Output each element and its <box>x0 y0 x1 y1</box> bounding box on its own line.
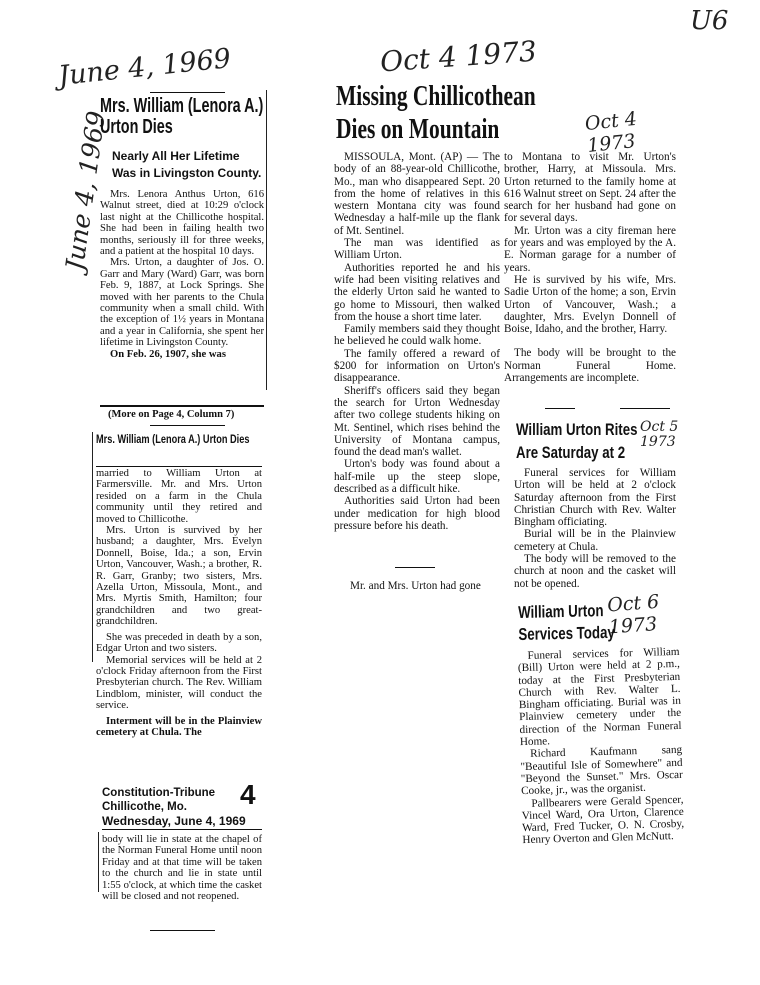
paragraph: Richard Kaufmann sang "Beautiful Isle of Somewhere" and "Beyond the Sunset." Mrs. Oscar Cooke, jr., was the organist. <box>520 744 683 798</box>
missing-article-col1-end: Mr. and Mrs. Urton had gone <box>350 580 481 592</box>
paragraph: The man was identified as William Urton. <box>334 237 500 262</box>
paragraph: Sheriff's officers said they began the search for Urton Wednesday after two college students hiking on Mt. Sentinel, which rises behind the University of Montana campus, found the dead man's wallet. <box>334 384 500 459</box>
paragraph: Family members said they thought he believed he could walk home. <box>334 323 500 348</box>
paragraph: Authorities reported he and his wife had been visiting relatives and the elderly Urton said he wanted to go home to Missouri, then walked from the house a short time later. <box>334 261 500 323</box>
paragraph: On Feb. 26, 1907, she was <box>110 348 226 360</box>
obituary-headline: Mrs. William (Lenora A.) Urton Dies <box>100 95 264 138</box>
page-number: 4 <box>240 779 256 810</box>
paragraph: Mr. Urton was a city fireman here for years and was employed by the A. E. Norman garage for a number of years. <box>504 224 676 274</box>
paragraph: Funeral services for William Urton will be held at 2 o'clock Saturday afternoon from the First Christian Church with Rev. Walter Bingham officiating. <box>514 467 676 529</box>
masthead-date: Wednesday, June 4, 1969 <box>102 814 246 828</box>
paragraph: Funeral services for William (Bill) Urton were held at 2 p.m., today at the First Presbyterian Church with Rev. Walter L. Bingham officiating. Burial was in Plainview cemetery under the direction of the Norman Funeral Home. <box>517 645 682 749</box>
obituary-body <box>100 189 264 360</box>
paragraph: She was preceded in death by a son, Edgar Urton and two sisters. <box>96 631 262 655</box>
paragraph: He is survived by his wife, Mrs. Sadie Urton of the home; a son, Ervin Urton of Vancouver, Wash.; a daughter, Mrs. Evelyn Donnell of Boise, Idaho, and the brother, Harry. <box>504 273 676 336</box>
obituary-subhead: Nearly All Her Lifetime Was in Livingston County. <box>112 149 262 180</box>
jump-body <box>96 468 262 738</box>
masthead-city: Chillicothe, Mo. <box>102 801 187 813</box>
handwritten-date-services: Oct 6 1973 <box>606 590 660 639</box>
paragraph: The family offered a reward of $200 for information on Urton's disappearance. <box>334 347 500 385</box>
handwritten-date-rites: Oct 5 1973 <box>640 419 679 450</box>
missing-article-headline: Missing Chillicothean Dies on Mountain <box>336 80 536 145</box>
paragraph: Mrs. Urton is survived by her husband; a daughter, Mrs. Evelyn Donnell, Boise, Ida.; a son, Ervin Urton, Vancouver, Wash.; a brother, R. R. Garr, Granby; two sisters, Mrs. Azella Urton, Missoula, Mont., and Mrs. Myrtis Smith, Hamilton; four grandchildren and two great-grandchildren. <box>96 525 262 628</box>
jump-headline: Mrs. William (Lenora A.) Urton Dies <box>96 434 250 446</box>
final-paragraph: body will lie in state at the chapel of the Norman Funeral Home until noon Friday and at that time will be taken to the church and lie in state until 1:55 o'clock, at which time the casket will be closed and not reopened. <box>102 834 262 903</box>
paragraph: to Montana to visit Mr. Urton's brother, Harry, at Missoula. Mrs. Urton returned to the family home at 616 Walnut street on Sept. 24 after the search for her husband had gone on for several days. <box>504 151 676 225</box>
rites-headline: William Urton Rites Are Saturday at 2 <box>516 420 638 462</box>
missing-article-column-2 <box>504 151 676 384</box>
rites-body <box>514 467 676 590</box>
paragraph: Memorial services will be held at 2 o'clock Friday afternoon from the First Presbyterian church. The Rev. William Lindblom, minister, will conduct the service. <box>96 654 262 712</box>
paragraph: Mrs. Lenora Anthus Urton, 616 Walnut street, died at 10:29 o'clock last night at the Chillicothe hospital. She had been in failing health two months, seriously ill for three weeks, and a patient at the hospital 10 days. <box>100 189 264 258</box>
paragraph: Pallbearers were Gerald Spencer, Vincel Ward, Ora Urton, Clarence Ward, Fred Tucker, O. N. Crosby, Henry Overton and Glen McNutt. <box>521 793 685 847</box>
handwritten-date-top-center: Oct 4 1973 <box>379 34 538 79</box>
paragraph: The body will be removed to the church at noon and the casket will not be opened. <box>514 553 676 590</box>
paragraph: Mrs. Urton, a daughter of Jos. O. Garr and Mary (Ward) Garr, was born Feb. 9, 1887, at Lock Springs. She moved with her parents to the Chula community when a small child. With the exception of 1½ years in Montana and a year in California, she spent her lifetime in Livingston County. <box>100 257 264 349</box>
missing-article-column-1 <box>334 151 500 532</box>
paragraph: Urton's body was found about a half-mile up the steep slope, described as a difficult hike. <box>334 458 500 496</box>
continued-note: (More on Page 4, Column 7) <box>108 409 235 420</box>
paragraph: married to William Urton at Farmersville. Mr. and Mrs. Urton resided on a farm in the Chula community until they retired and moved to Chillicothe. <box>96 468 262 525</box>
handwritten-date-top-left: June 4, 1969 <box>56 43 233 92</box>
handwritten-date-headline: Oct 4 1973 <box>583 107 638 158</box>
paragraph: Authorities said Urton had been under medication for high blood pressure before his death. <box>334 495 500 532</box>
paragraph: Burial will be in the Plainview cemetery at Chula. <box>514 528 676 553</box>
masthead-paper: Constitution-Tribune <box>102 787 216 799</box>
paragraph: Interment will be in the Plainview cemetery at Chula. The <box>96 715 262 738</box>
paragraph: MISSOULA, Mont. (AP) — The body of an 88-year-old Chillicothe, Mo., man who disappeared Sept. 20 from the home of relatives in this western Montana city was found Wednesday a half-mile up the flank of Mt. Sentinel. <box>334 151 500 237</box>
paragraph: The body will be brought to the Norman Funeral Home. Arrangements are incomplete. <box>504 347 676 385</box>
handwritten-date-vertical: June 4, 1969 <box>60 109 112 273</box>
services-body <box>517 646 684 847</box>
handwritten-page-code: U6 <box>690 6 729 36</box>
services-headline: William Urton Services Today <box>518 601 615 644</box>
